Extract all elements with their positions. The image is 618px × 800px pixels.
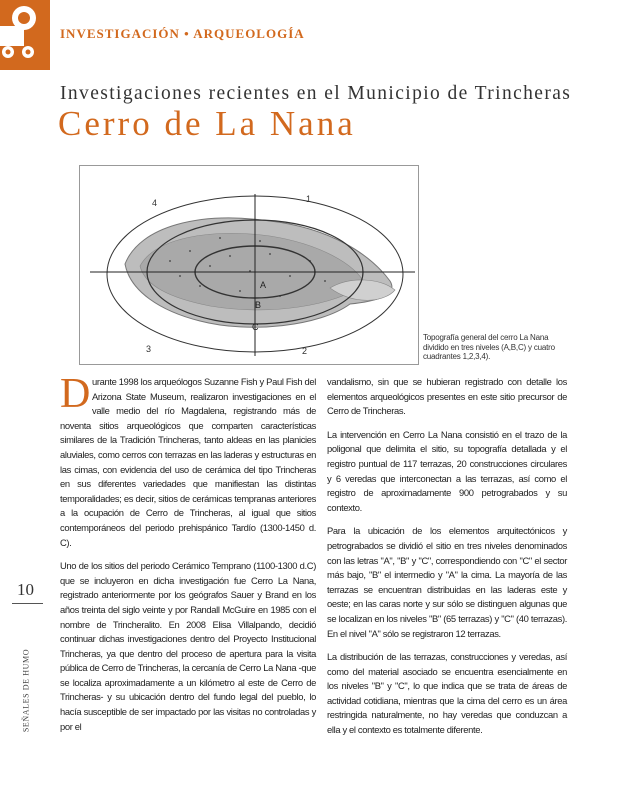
quadrant-label: 4 <box>152 198 158 208</box>
page-number: 10 <box>17 580 34 599</box>
topography-map <box>79 165 419 365</box>
paragraph: Para la ubicación de los elementos arquitectónicos y petrograbados se dividió el sitio en tres niveles denominados con las letras "A", "B" y "C", correspondiendo con "C" el sector más bajo, "B" el intermedio y "A" la cima. La mayoría de las terrazas se encuentran distribuidas en las laderas este y oeste; en las caras norte y sur sólo se distinguen algunas que se localizan en los niveles "B" (65 terrazas) y "C" (40 terrazas). En el nivel "A" sólo se registraron 12 terrazas. <box>327 525 567 639</box>
folio-divider <box>12 603 43 604</box>
paragraph: Uno de los sitios del periodo Cerámico Temprano (1100-1300 d.C) que se incluyeron en dicha investigación fue Cerro La Nana, registrado anteriormente por los geógrafos Sauer y Brand en los años treinta del siglo veinte y por Randall McGuire en 1985 con el nombre de Trincheralito. En 2008 Elisa Villalpando, decidió continuar dichas investigaciones dentro del Proyecto Institucional Trincheras, ya que dentro del proceso de apertura para la visita pública de Cerro de Trincheras, la cercanía de Cerro La Nana -que se localiza aproximadamente a un kilómetro al este de Cerro de Trincheras- y su ubicación dentro del fundo legal del pueblo, lo hacía susceptible de ser impactado por las visitas no controladas y por el <box>60 560 316 732</box>
paragraph: La distribución de las terrazas, construcciones y veredas, así como del material asociado se encuentra esencialmente en los niveles "B" y "C", lo que indica que se trata de áreas de actividad cotidiana, mientras que la cima del cerro es un área restringida naturalmente, no hay veredas que conduzcan a ella y el contexto es totalmente diferente. <box>327 651 567 736</box>
level-label: B <box>255 300 262 310</box>
quadrant-label: 3 <box>146 344 152 354</box>
quadrant-label: 1 <box>306 194 312 204</box>
article-column-right <box>327 375 567 747</box>
quadrant-label: 2 <box>302 346 308 356</box>
article-column-left <box>60 371 316 743</box>
paragraph: vandalismo, sin que se hubieran registrado con detalle los elementos arqueológicos presentes en este sitio precursor de Cerro de Trincheras. <box>327 376 567 417</box>
section-label: INVESTIGACIÓN • ARQUEOLOGÍA <box>60 26 305 41</box>
magazine-logo <box>0 0 50 70</box>
paragraph-text: urante 1998 los arqueólogos Suzanne Fish y Paul Fish del Arizona State Museum, realizaron investigaciones en el valle medio del río Magdalena, registrando más de noventa sitios arqueológicos que comparten características similares de la Tradición Trincheras, tanto aldeas en las planicies aluviales, como cerros con terrazas en las laderas y estructuras en las cimas, con evidencia del uso de cerámica del tipo Trincheras en sus diferentes variedades que manifiestan las distintas temporalidades; es decir, sitios de cerámicas tempranas anteriores a la ocupación de Cerro de Trincheras, al igual que sitios contemporáneos del periodo prehispánico Tardío (1300-1450 d. C). <box>60 376 316 548</box>
figure-caption: Topografía general del cerro La Nana dividido en tres niveles (A,B,C) y cuatro cuadrantes 1,2,3,4). <box>423 333 555 361</box>
article-title: Cerro de La Nana <box>58 104 356 143</box>
magazine-name: SEÑALES DE HUMO <box>21 648 31 733</box>
article-subtitle: Investigaciones recientes en el Municipio de Trincheras <box>60 83 572 104</box>
drop-cap: D <box>60 371 90 417</box>
paragraph: La intervención en Cerro La Nana consistió en el trazo de la poligonal que delimita el sitio, su topografía detallada y el registro puntual de 117 terrazas, 20 construcciones circulares y 6 veredas que interconectan a las terrazas, así como el registro de aproximadamente 900 petrograbados y su contexto. <box>327 428 567 513</box>
level-label: A <box>260 280 267 290</box>
paragraph <box>60 371 316 550</box>
level-label: C <box>252 322 259 332</box>
